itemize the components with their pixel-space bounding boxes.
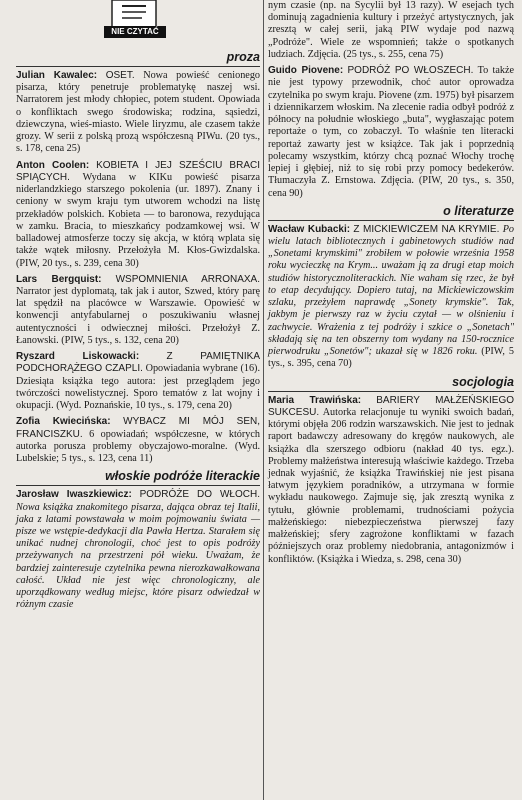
review-author: Julian Kawalec: — [16, 70, 98, 81]
logo-text: NIE CZYTAĆ — [111, 27, 159, 36]
book-review — [16, 160, 260, 270]
section-heading-sociology: socjologia — [268, 375, 514, 392]
book-review — [268, 224, 514, 371]
book-review — [268, 0, 514, 61]
review-body: 6 opowiadań; współczesne, w których autorka porusza problemy obyczajowo-moralne. — [16, 428, 260, 452]
review-body: nym czasie (np. na Sycylii był 13 razy). W esejach tych dominują zagadnienia kultury i przeżyć artystycznych, jak zresztą w całej serii, jaką PIW wydaje pod nazwą „Podróże". Wiele ze wspomnień; także o spotkanych ludziach. Zdjęcia. — [268, 0, 514, 60]
section-heading-italy: włoskie podróże literackie — [16, 469, 260, 486]
review-author: Jarosław Iwaszkiewicz: — [16, 489, 132, 501]
review-author: Anton Coolen: — [16, 159, 90, 171]
review-biblio: (Wyd. Lubelskie; 5 tys., s. 123, cena 11) — [16, 440, 261, 465]
review-author: Wacław Kubacki: — [268, 223, 351, 235]
italy-list-continued — [268, 0, 514, 200]
sociology-list — [268, 395, 514, 566]
review-biblio: (Książka i Wiedza, s. 298, cena 30) — [317, 553, 462, 565]
logo-icon — [104, 0, 184, 46]
book-review — [268, 65, 514, 200]
book-review — [268, 395, 514, 566]
review-body: Autorka relacjonuje tu wyniki swoich badań, którymi objęła 206 rodzin warszawskich. Nie jest to jednak raport badawczy adresowany do kręgów naukowych, ale książka dla szerszego odbioru (nakład 40 tys. egz.). Problemy małżeństwa interesują właściwie każdego. Trzeba jednak wyjaśnić, że książka Trawińskiej nie jest pisana łatwym językiem poradników, a utrzymana w formie wykładu naukowego. Zajmuje się, jak zresztą wynika z tytułu, głównie problemami, trudnościami pożycia małżeńskiego: niebezpieczeństwa pierwszej fazy małżeńskiej; sfery zagrożone konfliktami w fazach późniejszych oraz problemy niedobrania, antagonizmów i konfliktów. — [268, 406, 514, 565]
review-body: Narrator jest dyplomatą, tak jak i autor, Szwed, który parę lat spędził na placówce w Warszawie. Opowieść w konwencji antyfabularnej o poszukiwaniu własnej autentyczności i odwiecznej miłości. Przełożył Z. Łanowski. — [16, 285, 260, 346]
right-column — [268, 0, 514, 570]
review-title: PODRÓŻE DO WŁOCH. — [139, 489, 260, 501]
section-heading-prose: proza — [16, 50, 260, 67]
review-author: Zofia Kwiecińska: — [16, 416, 111, 428]
italy-list — [16, 489, 260, 611]
review-title: Z PAMIĘTNIKA PODCHORĄŻEGO CZAPLI. — [16, 351, 261, 375]
review-author: Ryszard Liskowacki: — [16, 351, 140, 363]
book-review — [16, 489, 260, 611]
book-review — [16, 416, 260, 465]
left-column — [16, 0, 260, 616]
review-body: Po wielu latach bibliotecznych i gabinetowych studiów nad „Sonetami krymskimi" zrobiłem w połowie września 1958 roku wycieczkę na Krym... uważam ją za drugi etap moich studiów historycznoliterackich. Nie waham się rzec, że był to etap decydujący. Dopiero tutaj, na Mickiewiczowskim szlaku, przeżyłem naprawdę „Sonety krymskie". Tak, jakbym je pierwszy raz w życiu czytał — w olśnieniu i zachwycie. Wrażenia z tej podróży i szkice o „Sonetach" składają się na ten obszerny tom wydany na 150-rocznice pierwodruku „Sonetów"; ukazał się w 1826 roku. — [268, 223, 515, 358]
review-title: BARIERY MAŁŻEŃSKIEGO SUKCESU. — [268, 394, 515, 418]
section-heading-literature: o literaturze — [268, 204, 514, 221]
prose-list — [16, 70, 260, 465]
book-review — [16, 351, 260, 412]
book-review — [16, 274, 260, 347]
book-review — [16, 70, 260, 156]
review-title: PODRÓŻ PO WŁOSZECH. — [347, 65, 474, 77]
review-biblio: (20 tys., s. 178, cena 25) — [16, 131, 261, 155]
review-author: Guido Piovene: — [268, 65, 344, 77]
review-biblio: (PIW, 20 tys., s. 239, cena 30) — [16, 257, 139, 269]
review-body: To także nie jest typowy przewodnik, choć autor oprowadza czytelnika po swym kraju. Piovene (zm. 1975) był pisarzem i dziennikarzem włoskim. Na zlecenie radia odbył podróż z północy na południe włoskiego „buta", wygłaszając potem reportaże o tym, co zobaczył. To właśnie ten literacki reportaż zawarty jest w książce. Tak jak i poprzednią polecamy wszystkim, którzy chcą poznać Włochy trochę lepiej i głębiej, niż to się robi przy pomocy bedekerów. Tłumaczyła Z. Ernstowa. Zdjęcia. — [268, 65, 515, 187]
review-title: OSET. — [105, 70, 135, 81]
review-biblio: (25 tys., s. 255, cena 75) — [343, 48, 444, 60]
review-title: WYBACZ MI MÓJ SEN, FRANCISZKU. — [16, 416, 260, 440]
review-biblio: (Wyd. Poznańskie, 10 tys., s. 179, cena 20) — [56, 400, 232, 412]
review-title: KOBIETA I JEJ SZEŚCIU BRACI SPIĄCYCH. — [16, 159, 260, 183]
column-divider — [263, 0, 264, 800]
review-body: Opowiadania wybrane (16). Dziesiąta książka tego autora: jest przeglądem jego twórczości nowelistycznej. Sporo tematów z lat wojny i okupacji. — [16, 363, 260, 412]
literature-list — [268, 224, 514, 371]
review-body: Nowa powieść cenionego pisarza, który penetruje problematykę naszej wsi. Narratorem jest młody chłopiec, potem student. Opowiada o konfliktach swego środowiska; rodzina, sąsiedzi, dziewczyna, wieś-miasto. Wiele liryzmu, ale czasem także grozy. W serii z polską prozą współczesną PIWu. — [16, 70, 261, 143]
review-title: WSPOMNIENIA ARRONAXA. — [115, 273, 260, 285]
review-author: Lars Bergquist: — [16, 273, 102, 285]
review-body: Wydana w KIKu powieść pisarza niderlandzkiego starszego pokolenia (ur. 1897). Znany i ceniony w swym kraju tym utworem wchodzi na listę przekładów polskich. Kobieta — to baronowa, rezydująca w zamku. Bracia, to mieszkańcy podzamkowej wsi. W balladowej atmosferze toczy się akcja, w którą wplata się także wątek miłosny. Przełożyła M. Kłos-Gwizdalska. — [16, 171, 260, 257]
review-biblio: (PIW, 5 tys., s. 395, cena 70) — [268, 346, 514, 370]
review-title: Z MICKIEWICZEM NA KRYMIE. — [353, 223, 500, 235]
review-biblio: (PIW, 20 tys., s. 350, cena 90) — [268, 175, 515, 199]
review-author: Maria Trawińska: — [268, 394, 362, 406]
review-body: Nowa książka znakomitego pisarza, dająca obraz tej Italii, jaka z latami powstawała w moim pojmowaniu świata — pisze we wstępie-dedykacji dla Pawła Hertza. Starałem się unikać nudnej chronologii, choć jest to opis podróży przeżywanych na przestrzeni pół wieku. Uważam, że bardziej zainteresuje czytelnika pewna nierozkawałkowana całość. Układ nie jest więc chronologiczny, ale uporządkowany według miejsc, które pisarz odwiedzał w różnym czasie — [16, 501, 260, 611]
review-biblio: (PIW, 5 tys., s. 132, cena 20) — [61, 334, 179, 346]
